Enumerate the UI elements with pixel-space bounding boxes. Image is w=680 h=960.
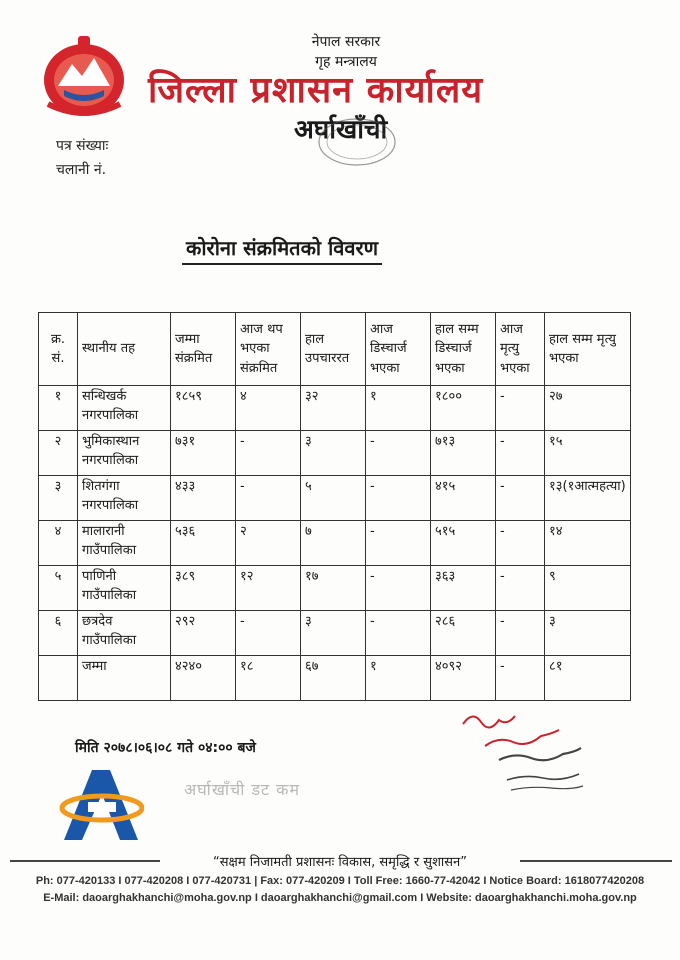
cell-discharged-total: ४०९२ — [431, 656, 496, 701]
cell-serial: ३ — [39, 476, 78, 521]
letter-number-label: पत्र संख्याः — [56, 138, 109, 154]
table-total-row — [39, 656, 631, 701]
watermark-text: अर्घाखाँची डट कम — [184, 780, 301, 799]
cell-local-level: सन्धिखर्क नगरपालिका — [78, 386, 171, 431]
cell-deaths-today: - — [496, 566, 545, 611]
cell-serial: २ — [39, 431, 78, 476]
cell-deaths-today: - — [496, 476, 545, 521]
cell-active: ३२ — [301, 386, 366, 431]
cell-total-infected: ३८९ — [171, 566, 236, 611]
cell-deaths-today: - — [496, 431, 545, 476]
cell-serial: ६ — [39, 611, 78, 656]
cell-new-infected: ४ — [236, 386, 301, 431]
cell-discharged-total: २८६ — [431, 611, 496, 656]
col-local-level: स्थानीय तह — [78, 313, 171, 386]
cell-discharged-today: - — [366, 431, 431, 476]
cell-discharged-total: ३६३ — [431, 566, 496, 611]
table-row — [39, 476, 631, 521]
cell-local-level: छत्रदेव गाउँपालिका — [78, 611, 171, 656]
cell-deaths-total: २७ — [545, 386, 631, 431]
col-deaths-total: हाल सम्म मृत्यु भएका — [545, 313, 631, 386]
signature-stamp-icon — [455, 708, 595, 800]
table-row — [39, 566, 631, 611]
col-total-infected: जम्मा संक्रमित — [171, 313, 236, 386]
report-dateline: मिति २०७८।०६।०८ गते ०४:०० बजे — [75, 740, 256, 756]
ministry-name: गृह मन्त्रालय — [315, 54, 377, 70]
col-deaths-today: आज मृत्यु भएका — [496, 313, 545, 386]
dispatch-number-label: चलानी नं. — [56, 162, 107, 178]
cell-discharged-total: ७१३ — [431, 431, 496, 476]
cell-active: ३ — [301, 611, 366, 656]
cell-deaths-total: १५ — [545, 431, 631, 476]
cell-discharged-total: १८०० — [431, 386, 496, 431]
arghakhanchi-logo-icon — [58, 764, 144, 844]
office-stamp-icon — [316, 116, 398, 168]
table-header-row — [39, 313, 631, 386]
cell-discharged-today: - — [366, 611, 431, 656]
cell-active: ५ — [301, 476, 366, 521]
cell-discharged-today: - — [366, 476, 431, 521]
cell-discharged-today: - — [366, 521, 431, 566]
cell-active: ३ — [301, 431, 366, 476]
cell-total-label: जम्मा — [78, 656, 171, 701]
cell-total-infected: ७३१ — [171, 431, 236, 476]
cell-new-infected: - — [236, 611, 301, 656]
cell-deaths-today: - — [496, 521, 545, 566]
cell-local-level: शितगंगा नगरपालिका — [78, 476, 171, 521]
cell-new-infected: २ — [236, 521, 301, 566]
cell-discharged-today: १ — [366, 656, 431, 701]
table-row — [39, 386, 631, 431]
footer-contact-email: E-Mail: daoarghakhanchi@moha.gov.np I daoarghakhanchi@gmail.com I Website: daoarghakhanchi.moha.gov.np — [43, 892, 637, 904]
cell-serial: १ — [39, 386, 78, 431]
col-discharged-total: हाल सम्म डिस्चार्ज भएका — [431, 313, 496, 386]
cell-total-infected: ४३३ — [171, 476, 236, 521]
cell-deaths-total: १४ — [545, 521, 631, 566]
corona-cases-table — [38, 312, 631, 701]
cell-deaths-total: ८१ — [545, 656, 631, 701]
footer-contact-phones: Ph: 077-420133 I 077-420208 I 077-420731 | Fax: 077-420209 I Toll Free: 1660-77-42042 I Notice Board: 1618077420208 — [35, 875, 645, 887]
cell-deaths-total: ९ — [545, 566, 631, 611]
col-active: हाल उपचाररत — [301, 313, 366, 386]
cell-total-infected: ५३६ — [171, 521, 236, 566]
cell-serial: ५ — [39, 566, 78, 611]
col-new-infected: आज थप भएका संक्रमित — [236, 313, 301, 386]
cell-local-level: पाणिनी गाउँपालिका — [78, 566, 171, 611]
cell-deaths-today: - — [496, 611, 545, 656]
cell-deaths-total: ३ — [545, 611, 631, 656]
cell-new-infected: १२ — [236, 566, 301, 611]
cell-deaths-today: - — [496, 386, 545, 431]
district-name: अर्घाखाँची — [294, 115, 388, 145]
cell-active: ६७ — [301, 656, 366, 701]
cell-active: १७ — [301, 566, 366, 611]
cell-deaths-total: १३(१आत्महत्या) — [545, 476, 631, 521]
office-name: जिल्ला प्रशासन कार्यालय — [148, 70, 484, 111]
footer-motto: “सक्षम निजामती प्रशासनः विकास, समृद्धि र सुशासन” — [160, 852, 520, 870]
cell-new-infected: - — [236, 476, 301, 521]
cell-active: ७ — [301, 521, 366, 566]
cell-new-infected: १८ — [236, 656, 301, 701]
cell-new-infected: - — [236, 431, 301, 476]
cell-discharged-total: ५१५ — [431, 521, 496, 566]
table-row — [39, 431, 631, 476]
cell-deaths-today: - — [496, 656, 545, 701]
table-row — [39, 521, 631, 566]
nepal-emblem-icon — [38, 30, 130, 122]
cell-total-infected: २९२ — [171, 611, 236, 656]
cell-serial — [39, 656, 78, 701]
table-row — [39, 611, 631, 656]
cell-total-infected: १८५९ — [171, 386, 236, 431]
cell-serial: ४ — [39, 521, 78, 566]
col-discharged-today: आज डिस्चार्ज भएका — [366, 313, 431, 386]
government-name: नेपाल सरकार — [311, 34, 381, 50]
cell-discharged-today: - — [366, 566, 431, 611]
cell-total-infected: ४२४० — [171, 656, 236, 701]
cell-local-level: भुमिकास्थान नगरपालिका — [78, 431, 171, 476]
col-serial: क्र. सं. — [39, 313, 78, 386]
cell-local-level: मालारानी गाउँपालिका — [78, 521, 171, 566]
cell-discharged-today: १ — [366, 386, 431, 431]
cell-discharged-total: ४१५ — [431, 476, 496, 521]
report-title: कोरोना संक्रमितको विवरण — [182, 234, 382, 265]
